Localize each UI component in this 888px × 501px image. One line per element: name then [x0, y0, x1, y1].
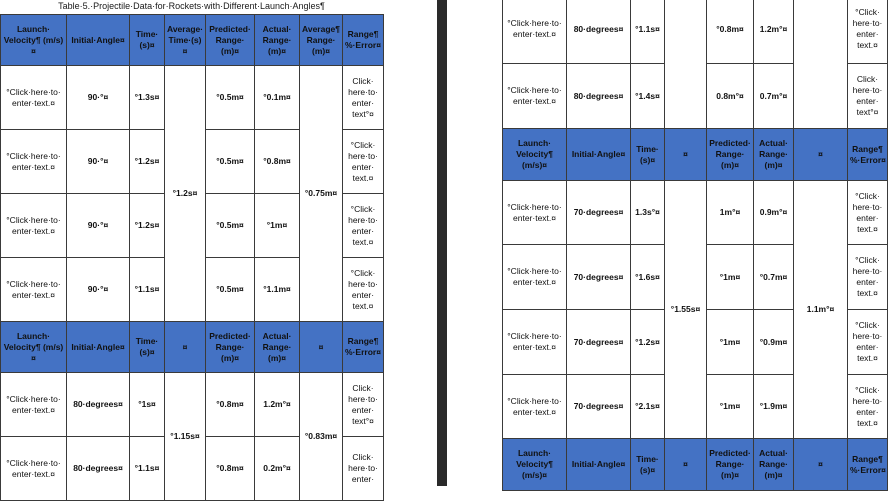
- header-initial-angle: Initial·Angle¤: [567, 439, 631, 491]
- table-row: [1, 66, 384, 130]
- header-row: [503, 439, 888, 491]
- header-blank: ¤: [165, 322, 206, 373]
- header-predicted-range: Predicted· Range· (m)¤: [707, 439, 754, 491]
- launch-velocity-field[interactable]: °Click·here·to· enter·text.¤: [503, 0, 567, 64]
- launch-velocity-field[interactable]: °Click·here·to· enter·text.¤: [503, 64, 567, 129]
- predicted-range-cell: °0.5m¤: [206, 258, 255, 322]
- launch-velocity-field[interactable]: °Click·here·to· enter·text.¤: [503, 245, 567, 310]
- actual-range-cell: °0.9m¤: [754, 310, 794, 375]
- projectile-data-table-right: [502, 0, 888, 491]
- initial-angle-cell: 80·degrees¤: [567, 64, 631, 129]
- initial-angle-cell: 90·°¤: [67, 130, 130, 194]
- range-error-field[interactable]: °Click· here·to· enter· text.¤: [848, 0, 888, 64]
- actual-range-cell: 0.9m°¤: [754, 181, 794, 245]
- actual-range-cell: 1.2m°¤: [255, 373, 300, 437]
- average-time-cell: °1.15s¤: [165, 373, 206, 501]
- table-caption: Table·5.·Projectile·Data·for·Rockets·with·Different·Launch·Angles¶: [58, 1, 325, 11]
- average-time-cell: °1.55s¤: [665, 181, 707, 439]
- table-row: [503, 181, 888, 245]
- actual-range-cell: °0.1m¤: [255, 66, 300, 130]
- time-cell: °1.2s¤: [130, 194, 165, 258]
- average-time-cell: °1.2s¤: [165, 66, 206, 322]
- predicted-range-cell: °1m¤: [707, 245, 754, 310]
- time-cell: °1.2s¤: [130, 130, 165, 194]
- range-error-field[interactable]: °Click· here·to· enter· text.¤: [343, 258, 384, 322]
- actual-range-cell: °1.9m¤: [754, 375, 794, 439]
- table-row: [503, 0, 888, 64]
- header-blank: ¤: [300, 322, 343, 373]
- initial-angle-cell: 80·degrees¤: [567, 0, 631, 64]
- header-blank: ¤: [794, 439, 848, 491]
- launch-velocity-field[interactable]: °Click·here·to· enter·text.¤: [503, 181, 567, 245]
- range-error-field[interactable]: Click· here·to· enter· text°¤: [343, 373, 384, 437]
- projectile-data-table-left: [0, 14, 384, 501]
- time-cell: °2.1s¤: [631, 375, 665, 439]
- range-error-field[interactable]: °Click· here·to· enter· text.¤: [343, 194, 384, 258]
- header-initial-angle: Initial·Angle¤: [67, 15, 130, 66]
- predicted-range-cell: °0.8m¤: [707, 0, 754, 64]
- predicted-range-cell: °0.5m¤: [206, 66, 255, 130]
- header-launch-velocity: Launch· Velocity¶ (m/s)¤: [503, 129, 567, 181]
- time-cell: 1.3s°¤: [631, 181, 665, 245]
- time-cell: °1.6s¤: [631, 245, 665, 310]
- header-blank: ¤: [794, 129, 848, 181]
- header-time: Time· (s)¤: [631, 439, 665, 491]
- header-blank: ¤: [665, 129, 707, 181]
- actual-range-cell: °0.8m¤: [255, 130, 300, 194]
- header-time: Time· (s)¤: [130, 322, 165, 373]
- header-time: Time· (s)¤: [631, 129, 665, 181]
- header-range-error: Range¶ %·Error¤: [343, 322, 384, 373]
- header-range-error: Range¶ %·Error¤: [848, 439, 888, 491]
- header-time: Time· (s)¤: [130, 15, 165, 66]
- time-cell: °1.4s¤: [631, 64, 665, 129]
- header-average-time: Average· Time·(s)¤: [165, 15, 206, 66]
- launch-velocity-field[interactable]: °Click·here·to· enter·text.¤: [1, 194, 67, 258]
- time-cell: °1.1s¤: [130, 437, 165, 501]
- launch-velocity-field[interactable]: °Click·here·to· enter·text.¤: [1, 437, 67, 501]
- document-page-right: [447, 0, 886, 486]
- range-error-field[interactable]: °Click· here·to· enter· text.¤: [848, 375, 888, 439]
- launch-velocity-field[interactable]: °Click·here·to· enter·text.¤: [503, 310, 567, 375]
- range-error-field[interactable]: °Click· here·to· enter· text.¤: [848, 310, 888, 375]
- document-page-left: [0, 0, 437, 486]
- actual-range-cell: 0.2m°¤: [255, 437, 300, 501]
- header-predicted-range: Predicted· Range· (m)¤: [206, 15, 255, 66]
- range-error-field[interactable]: °Click· here·to· enter· text.¤: [848, 245, 888, 310]
- predicted-range-cell: °0.8m¤: [206, 437, 255, 501]
- header-average-range: Average¶ Range· (m)¤: [300, 15, 343, 66]
- predicted-range-cell: °0.8m¤: [206, 373, 255, 437]
- range-error-field[interactable]: °Click· here·to· enter· text.¤: [343, 130, 384, 194]
- launch-velocity-field[interactable]: °Click·here·to· enter·text.¤: [503, 375, 567, 439]
- initial-angle-cell: 80·degrees¤: [67, 373, 130, 437]
- actual-range-cell: 1.2m°¤: [754, 0, 794, 64]
- header-actual-range: Actual· Range· (m)¤: [255, 15, 300, 66]
- range-error-field[interactable]: Click· here·to· enter·: [343, 437, 384, 501]
- average-range-cell: °0.83m¤: [300, 373, 343, 501]
- initial-angle-cell: 90·°¤: [67, 258, 130, 322]
- table-row: [1, 373, 384, 437]
- header-range-error: Range¶ %·Error¤: [343, 15, 384, 66]
- header-blank: ¤: [665, 439, 707, 491]
- header-initial-angle: Initial·Angle¤: [567, 129, 631, 181]
- header-launch-velocity: Launch· Velocity¶ (m/s)¤: [1, 322, 67, 373]
- time-cell: °1.2s¤: [631, 310, 665, 375]
- predicted-range-cell: °0.5m¤: [206, 130, 255, 194]
- initial-angle-cell: 90·°¤: [67, 66, 130, 130]
- average-range-cell: °0.75m¤: [300, 66, 343, 322]
- initial-angle-cell: 70·degrees¤: [567, 310, 631, 375]
- header-actual-range: Actual· Range· (m)¤: [754, 129, 794, 181]
- average-range-cell: 1.1m°¤: [794, 181, 848, 439]
- average-range-cell: [794, 0, 848, 129]
- initial-angle-cell: 70·degrees¤: [567, 375, 631, 439]
- header-row: [1, 322, 384, 373]
- average-time-cell: [665, 0, 707, 129]
- header-range-error: Range¶ %·Error¤: [848, 129, 888, 181]
- time-cell: °1.1s¤: [130, 258, 165, 322]
- header-row: [1, 15, 384, 66]
- time-cell: °1.3s¤: [130, 66, 165, 130]
- header-launch-velocity: Launch· Velocity¶ (m/s)¤: [1, 15, 67, 66]
- header-actual-range: Actual· Range· (m)¤: [255, 322, 300, 373]
- header-initial-angle: Initial·Angle¤: [67, 322, 130, 373]
- range-error-field[interactable]: Click· here·to· enter· text°¤: [848, 64, 888, 129]
- initial-angle-cell: 90·°¤: [67, 194, 130, 258]
- launch-velocity-field[interactable]: °Click·here·to· enter·text.¤: [1, 66, 67, 130]
- predicted-range-cell: 1m°¤: [707, 181, 754, 245]
- actual-range-cell: °1.1m¤: [255, 258, 300, 322]
- launch-velocity-field[interactable]: °Click·here·to· enter·text.¤: [1, 130, 67, 194]
- time-cell: °1s¤: [130, 373, 165, 437]
- actual-range-cell: °1m¤: [255, 194, 300, 258]
- initial-angle-cell: 80·degrees¤: [67, 437, 130, 501]
- predicted-range-cell: °1m¤: [707, 375, 754, 439]
- actual-range-cell: 0.7m°¤: [754, 64, 794, 129]
- initial-angle-cell: 70·degrees¤: [567, 245, 631, 310]
- header-predicted-range: Predicted· Range· (m)¤: [707, 129, 754, 181]
- range-error-field[interactable]: Click· here·to· enter· text°¤: [343, 66, 384, 130]
- range-error-field[interactable]: °Click· here·to· enter· text.¤: [848, 181, 888, 245]
- initial-angle-cell: 70·degrees¤: [567, 181, 631, 245]
- launch-velocity-field[interactable]: °Click·here·to· enter·text.¤: [1, 373, 67, 437]
- header-row: [503, 129, 888, 181]
- header-actual-range: Actual· Range· (m)¤: [754, 439, 794, 491]
- page-gap: [437, 0, 447, 486]
- predicted-range-cell: °1m¤: [707, 310, 754, 375]
- predicted-range-cell: 0.8m°¤: [707, 64, 754, 129]
- header-predicted-range: Predicted· Range· (m)¤: [206, 322, 255, 373]
- time-cell: °1.1s¤: [631, 0, 665, 64]
- launch-velocity-field[interactable]: °Click·here·to· enter·text.¤: [1, 258, 67, 322]
- header-launch-velocity: Launch· Velocity¶ (m/s)¤: [503, 439, 567, 491]
- actual-range-cell: °0.7m¤: [754, 245, 794, 310]
- predicted-range-cell: °0.5m¤: [206, 194, 255, 258]
